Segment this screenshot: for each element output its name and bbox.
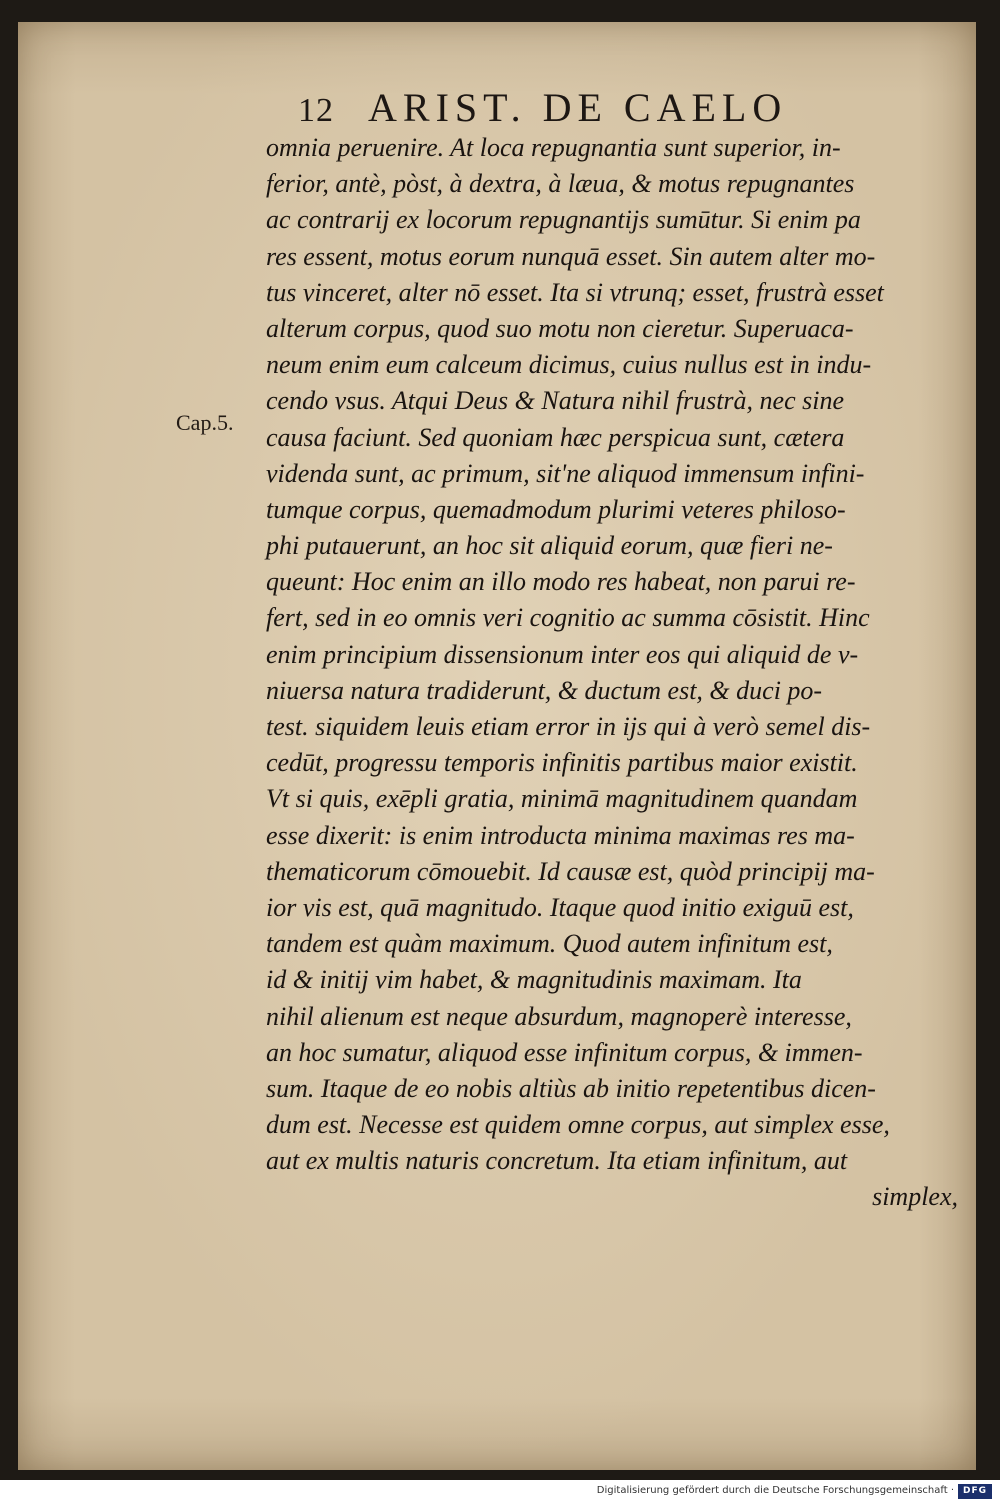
text-line: id & initij vim habet, & magnitudinis maximam. Ita bbox=[266, 965, 802, 995]
text-line: tandem est quàm maximum. Quod autem infinitum est, bbox=[266, 929, 833, 959]
text-line: dum est. Necesse est quidem omne corpus, aut simplex esse, bbox=[266, 1110, 890, 1140]
running-title: ARIST. DE CAELO bbox=[368, 85, 788, 130]
text-line: nihil alienum est neque absurdum, magnoperè interesse, bbox=[266, 1001, 852, 1031]
text-line: cendo vsus. Atqui Deus & Natura nihil frustrà, nec sine bbox=[266, 386, 844, 416]
text-line: ac contrarij ex locorum repugnantijs sumūtur. Si enim pa bbox=[266, 205, 861, 235]
marginal-note: Cap.5. bbox=[176, 410, 234, 435]
text-line: fert, sed in eo omnis veri cognitio ac summa cōsistit. Hinc bbox=[266, 603, 870, 633]
text-line: omnia peruenire. At loca repugnantia sunt superior, in- bbox=[266, 133, 841, 162]
text-line: res essent, motus eorum nunquā esset. Sin autem alter mo- bbox=[266, 241, 876, 271]
text-line: tus vinceret, alter nō esset. Ita si vtrunq; esset, frustrà esset bbox=[266, 277, 884, 307]
text-line: aut ex multis naturis concretum. Ita etiam infinitum, aut bbox=[266, 1146, 848, 1176]
text-line: ferior, antè, pòst, à dextra, à læua, & motus repugnantes bbox=[266, 169, 855, 199]
text-line: esse dixerit: is enim introducta minima maximas res ma- bbox=[266, 820, 855, 850]
running-head bbox=[298, 84, 787, 131]
funding-credit: Digitalisierung gefördert durch die Deutsche Forschungsgemeinschaft · bbox=[596, 1485, 954, 1496]
body-text bbox=[266, 130, 966, 1216]
text-line: Vt si quis, exēpli gratia, minimā magnitudinem quandam bbox=[266, 784, 858, 814]
text-line: an hoc sumatur, aliquod esse infinitum corpus, & immen- bbox=[266, 1037, 863, 1067]
text-line: niuersa natura tradiderunt, & ductum est, & duci po- bbox=[266, 675, 823, 705]
page-number: 12 bbox=[298, 92, 334, 129]
text-line: tumque corpus, quemadmodum plurimi veteres philoso- bbox=[266, 494, 846, 524]
text-line: videnda sunt, ac primum, sit'ne aliquod immensum infini- bbox=[266, 458, 865, 488]
text-line: sum. Itaque de eo nobis altiùs ab initio repetentibus dicen- bbox=[266, 1073, 876, 1103]
text-line: phi putauerunt, an hoc sit aliquid eorum, quæ fieri ne- bbox=[266, 531, 833, 561]
catchword: simplex, bbox=[872, 1182, 958, 1212]
text-line: alterum corpus, quod suo motu non cieretur. Superuaca- bbox=[266, 313, 854, 343]
text-line: ior vis est, quā magnitudo. Itaque quod initio exiguū est, bbox=[266, 892, 854, 922]
book-page bbox=[18, 22, 976, 1470]
text-line: test. siquidem leuis etiam error in ijs qui à verò semel dis- bbox=[266, 712, 871, 741]
text-line: enim principium dissensionum inter eos qui aliquid de v- bbox=[266, 639, 859, 669]
text-line: queunt: Hoc enim an illo modo res habeat, non parui re- bbox=[266, 567, 856, 597]
footer-bar bbox=[0, 1480, 1000, 1504]
text-line: causa faciunt. Sed quoniam hæc perspicua sunt, cætera bbox=[266, 422, 845, 452]
text-line: thematicorum cōmouebit. Id causæ est, quòd principij ma- bbox=[266, 856, 875, 886]
dfg-logo: DFG bbox=[958, 1484, 992, 1499]
text-line: neum enim eum calceum dicimus, cuius nullus est in indu- bbox=[266, 350, 872, 380]
text-line: cedūt, progressu temporis infinitis partibus maior existit. bbox=[266, 748, 858, 778]
